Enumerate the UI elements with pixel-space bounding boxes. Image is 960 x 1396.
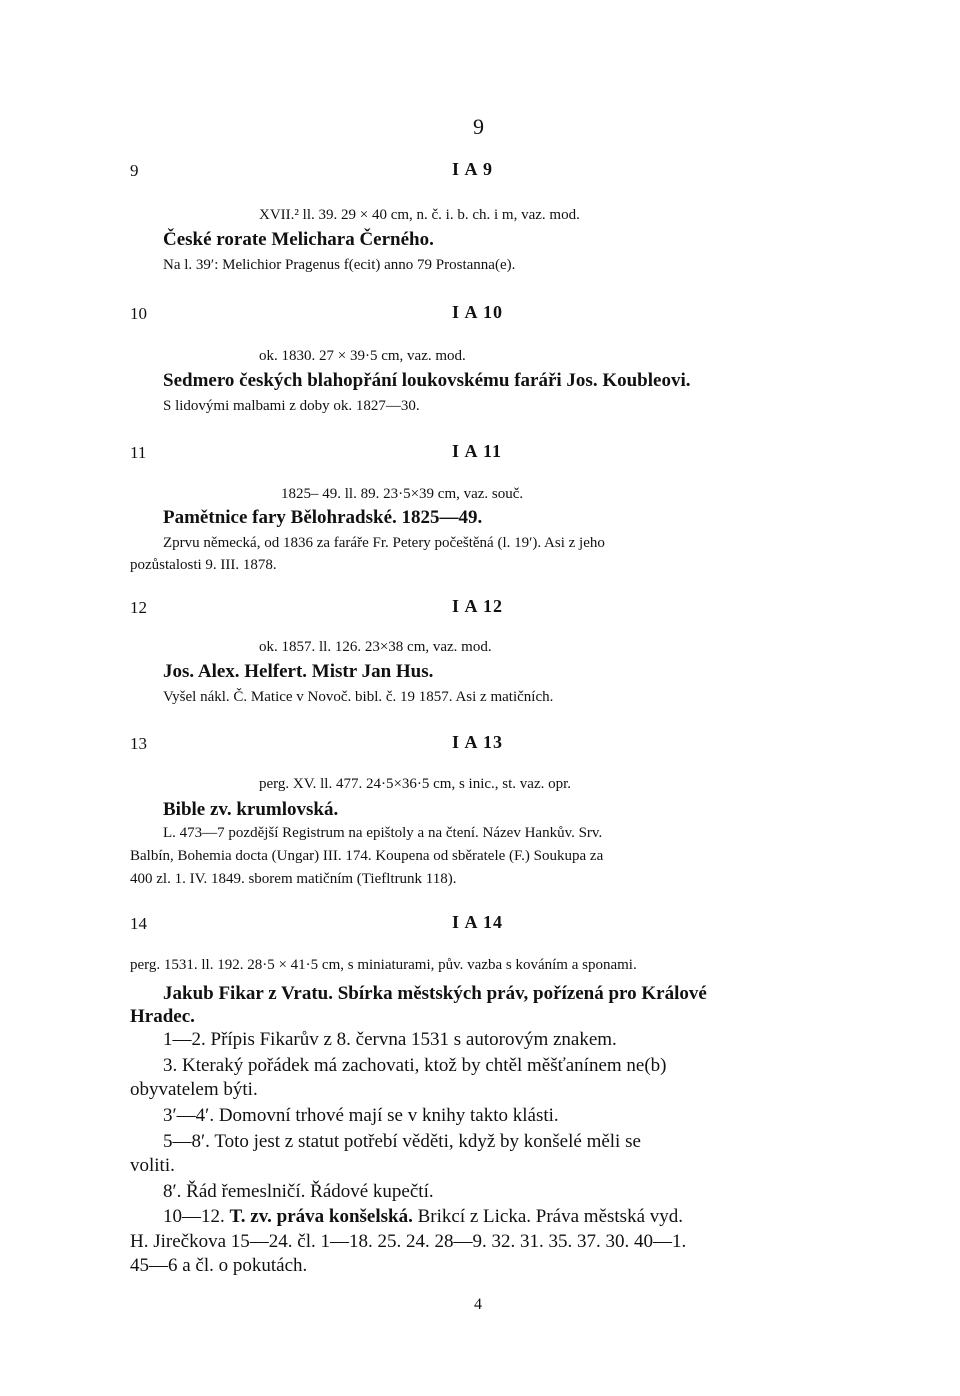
body-line-mixed [163,1206,683,1228]
entry-number: 10 [130,304,147,323]
body-line: voliti. [130,1155,175,1176]
entry-number: 12 [130,598,147,617]
entry-metadata: ok. 1830. 27 × 39·5 cm, vaz. mod. [259,348,466,364]
entry-number: 9 [130,161,139,180]
body-bold-term: T. zv. práva konšelská. [229,1206,413,1227]
entry-metadata: perg. 1531. ll. 192. 28·5 × 41·5 cm, s miniaturami, pův. vazba s kováním a sponami. [130,957,637,973]
entry-note: L. 473—7 pozdější Registrum na epištoly a na čtení. Název Hankův. Srv. [163,825,603,841]
entry-note: Zprvu německá, od 1836 za faráře Fr. Petery počeštěná (l. 19′). Asi z jeho [163,535,605,551]
shelf-mark: I A 13 [452,732,504,752]
body-line: obyvatelem býti. [130,1079,258,1100]
entry-metadata: XVII.² ll. 39. 29 × 40 cm, n. č. i. b. ch. i m, vaz. mod. [259,207,580,223]
entry-note: Balbín, Bohemia docta (Ungar) III. 174. Koupena od sběratele (F.) Soukupa za [130,848,604,864]
body-line: 5—8′. Toto jest z statut potřebí věděti, když by konšelé měli se [163,1131,641,1152]
entry-title: Jos. Alex. Helfert. Mistr Jan Hus. [163,661,434,682]
entry-title: Jakub Fikar z Vratu. Sbírka městských práv, pořízená pro Králové [163,983,707,1004]
entry-note: Vyšel nákl. Č. Matice v Novoč. bibl. č. 19 1857. Asi z matičních. [163,689,554,705]
shelf-mark: I A 9 [452,159,494,179]
entry-title: Sedmero českých blahopřání loukovskému faráři Jos. Koubleovi. [163,370,691,391]
entry-note: S lidovými malbami z doby ok. 1827—30. [163,398,420,414]
body-line: 1—2. Přípis Fikarův z 8. června 1531 s autorovým znakem. [163,1029,617,1050]
entry-title: Hradec. [130,1006,195,1027]
page-number-top: 9 [473,114,484,139]
entry-metadata: ok. 1857. ll. 126. 23×38 cm, vaz. mod. [259,639,492,655]
entry-title: Pamětnice fary Bělohradské. 1825—49. [163,507,483,528]
entry-metadata: perg. XV. ll. 477. 24·5×36·5 cm, s inic., st. vaz. opr. [259,776,572,792]
entry-note: Na l. 39′: Melichior Pragenus f(ecit) anno 79 Prostanna(e). [163,257,516,273]
entry-number: 14 [130,914,147,933]
entry-title: Bible zv. krumlovská. [163,799,339,820]
body-prefix: 10—12. [163,1206,230,1227]
shelf-mark: I A 14 [452,912,504,932]
entry-note: 400 zl. 1. IV. 1849. sborem matičním (Tiefltrunk 118). [130,871,457,887]
entry-metadata: 1825– 49. ll. 89. 23·5×39 cm, vaz. souč. [281,486,524,502]
entry-note: pozůstalosti 9. III. 1878. [130,557,277,573]
body-line: 3. Kteraký pořádek má zachovati, ktož by chtěl měšťanínem ne(b) [163,1055,667,1076]
body-line: H. Jirečkova 15—24. čl. 1—18. 25. 24. 28—9. 32. 31. 35. 37. 30. 40—1. [130,1231,687,1252]
body-suffix: Brikcí z Licka. Práva městská vyd. [412,1206,684,1227]
shelf-mark: I A 11 [452,441,503,461]
body-line: 8′. Řád řemeslničí. Řádové kupečtí. [163,1181,434,1202]
body-line: 3′—4′. Domovní trhové mají se v knihy takto klásti. [163,1105,559,1126]
page-number-bottom: 4 [474,1296,482,1313]
entry-number: 13 [130,734,147,753]
shelf-mark: I A 12 [452,596,504,616]
entry-number: 11 [130,443,147,462]
shelf-mark: I A 10 [452,302,504,322]
body-line: 45—6 a čl. o pokutách. [130,1255,308,1276]
entry-title: České rorate Melichara Černého. [163,229,434,250]
